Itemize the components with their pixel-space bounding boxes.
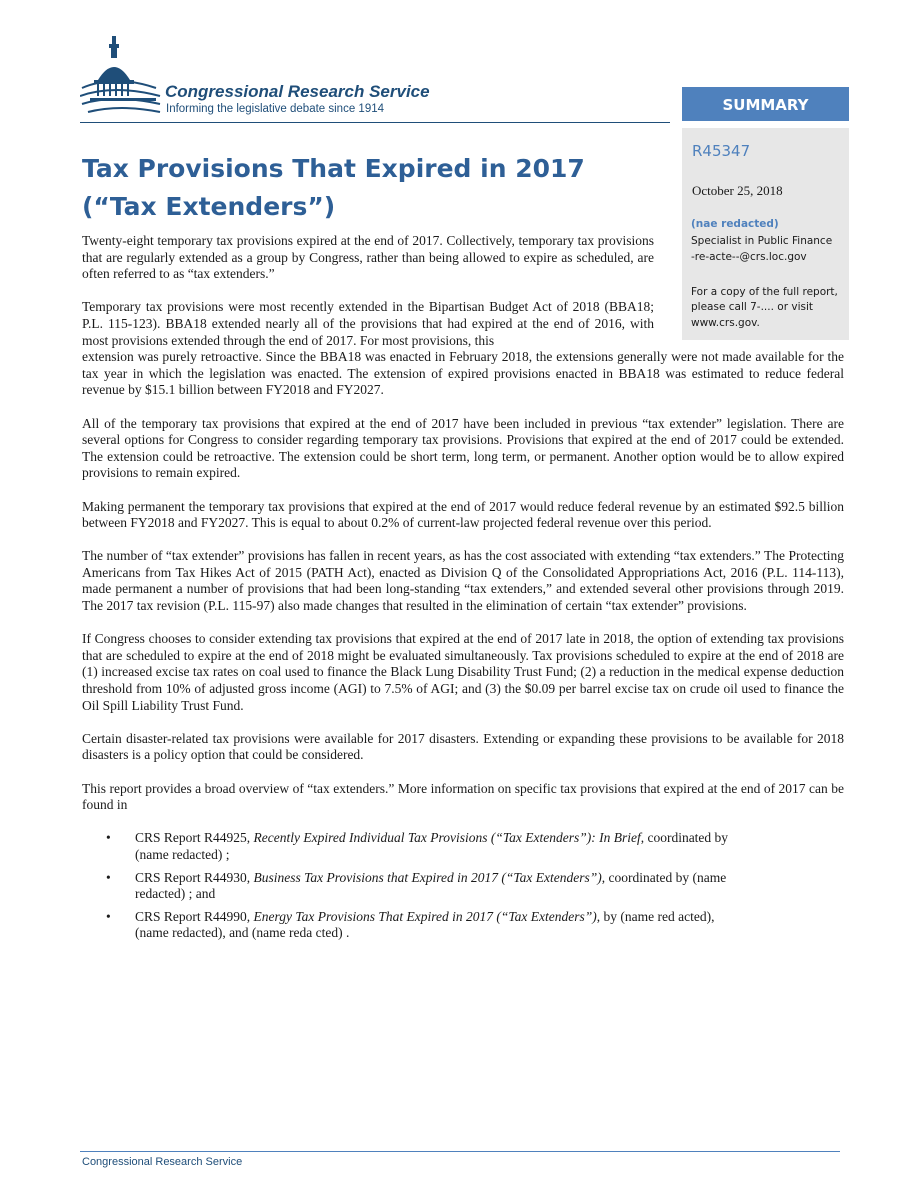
paragraph-part: Temporary tax provisions were most recently extended in the Bipartisan Budget Act of 2018 (BBA18; P.L. 115-123). BBA18 extended nearly all of the provisions that had expired at the end of 2016, with most provisions extended through the end of 2017. For most provisions, this: [82, 299, 654, 348]
list-item: [82, 909, 735, 942]
header-divider: [80, 122, 670, 123]
bullet-icon: •: [106, 908, 111, 924]
author-email[interactable]: -re-acte--@crs.loc.gov: [691, 251, 807, 263]
list-item: [82, 870, 735, 903]
report-title-link[interactable]: Energy Tax Provisions That Expired in 2017 (“Tax Extenders”): [253, 908, 597, 924]
bullet-icon: •: [106, 830, 111, 846]
crs-website-link[interactable]: www.crs.gov.: [691, 317, 760, 329]
paragraph: This report provides a broad overview of “tax extenders.” More information on specific tax provisions that expired at the end of 2017 can be found in: [82, 780, 844, 813]
report-list: [82, 830, 844, 942]
paragraph: The number of “tax extender” provisions has fallen in recent years, as has the cost associated with extending “tax extenders.” The Protecting Americans from Tax Hikes Act of 2015 (PATH Act), enacted as Division Q of the Consolidated Appropriations Act, 2016 (P.L. 114-113), made permanent a number of provisions that had been long-standing “tax extenders,” and extended several other provisions through 2019. The 2017 tax revision (P.L. 115-97) also made changes that resulted in the elimination of certain “tax extender” provisions.: [82, 548, 844, 614]
report-title-link[interactable]: Recently Expired Individual Tax Provisions (“Tax Extenders”): In Brief: [253, 830, 641, 846]
paragraph: Twenty-eight temporary tax provisions expired at the end of 2017. Collectively, temporary tax provisions that are regularly extended as a group by Congress, rather than being allowed to expire as scheduled, are often referred to as “tax extenders.”: [82, 233, 654, 282]
copy-info-line: please call 7-.... or visit: [691, 301, 813, 313]
paragraph: [82, 299, 844, 399]
org-tagline: Informing the legislative debate since 1914: [166, 103, 385, 115]
paragraph-part: extension was purely retroactive. Since the BBA18 was enacted in February 2018, the extensions generally were not made available for the tax year in which the legislation was enacted. The extension of expired provisions enacted in BBA18 was estimated to reduce federal revenue by $15.1 billion between FY2018 and FY2027.: [82, 349, 844, 398]
report-number: R45347: [692, 142, 751, 160]
title-line: Tax Provisions That Expired in 2017: [82, 154, 585, 183]
report-ref: CRS Report R44930,: [135, 869, 254, 885]
author-role: Specialist in Public Finance: [691, 235, 833, 247]
paragraph: If Congress chooses to consider extending tax provisions that expired at the end of 2017 late in 2018, the option of extending tax provisions that are scheduled to expire at the end of 2018 might be evaluated simultaneously. Tax provisions scheduled to expire at the end of 2018 are (1) increased excise tax rates on coal used to finance the Black Lung Disability Trust Fund; (2) a reduction in the medical expense deduction threshold from 10% of adjusted gross income (AGI) to 7.5% of AGI; and (3) the $0.09 per barrel excise tax on crude oil used to finance the Oil Spill Liability Trust Fund.: [82, 631, 844, 713]
report-ref: , coordinated by (name redacted) ;: [135, 830, 729, 862]
report-title: [82, 150, 585, 226]
author-name: (nae redacted): [691, 218, 779, 230]
paragraph: Certain disaster-related tax provisions were available for 2017 disasters. Extending or expanding these provisions to be available for 2018 disasters is a policy option that could be considered.: [82, 730, 844, 763]
footer-text: Congressional Research Service: [82, 1156, 243, 1168]
capitol-dome-icon: [80, 36, 160, 112]
report-date: October 25, 2018: [692, 183, 783, 198]
paragraph: All of the temporary tax provisions that expired at the end of 2017 have been included in previous “tax extender” legislation. There are several options for Congress to consider regarding temporary tax provisions. Provisions that expired at the end of 2017 could be extended. The extension could be retroactive. The extension could be short term, long term, or permanent. Another option would be to allow expired provisions to remain expired.: [82, 415, 844, 481]
org-name: Congressional Research Service: [165, 82, 430, 101]
report-title-link[interactable]: Business Tax Provisions that Expired in 2017 (“Tax Extenders”): [253, 869, 602, 885]
title-line: (“Tax Extenders”): [82, 192, 336, 221]
report-ref: , coordinated by (name redacted) ; and: [135, 869, 727, 902]
bullet-icon: •: [106, 869, 111, 885]
report-ref: CRS Report R44925,: [135, 830, 254, 846]
report-ref: CRS Report R44990,: [135, 908, 254, 924]
footer-divider: [80, 1151, 840, 1152]
summary-body: [82, 233, 844, 948]
list-item: [82, 830, 735, 863]
report-ref: , by (name red acted), (name redacted), and (name reda cted) .: [135, 908, 715, 941]
paragraph: Making permanent the temporary tax provisions that expired at the end of 2017 would reduce federal revenue by an estimated $92.5 billion between FY2018 and FY2027. This is equal to about 0.2% of current-law projected federal revenue over this period.: [82, 498, 844, 531]
copy-info-line: For a copy of the full report,: [691, 286, 838, 298]
summary-tab: SUMMARY: [682, 87, 849, 121]
